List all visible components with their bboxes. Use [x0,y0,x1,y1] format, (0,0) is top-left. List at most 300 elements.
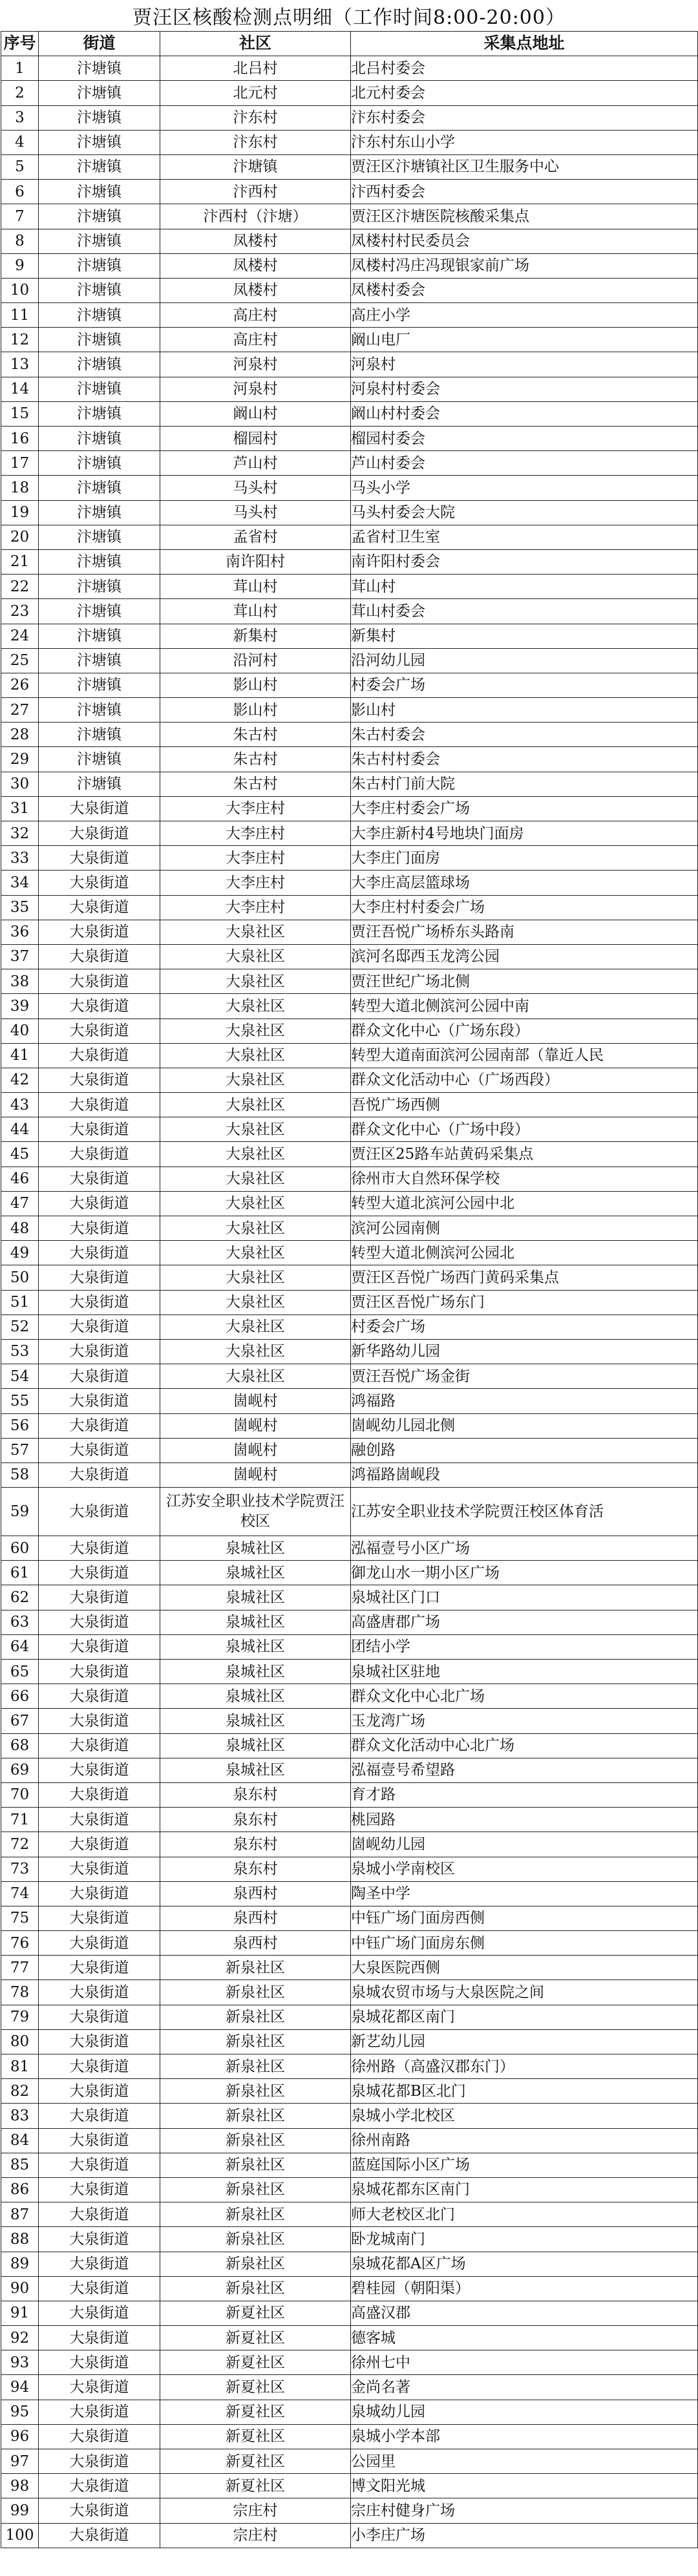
street-name: 大泉街道 [39,1364,160,1389]
table-row [1,2054,698,2079]
collection-address: 群众文化活动中心（广场西段） [351,1068,698,1092]
table-row [1,525,698,549]
table-row [1,1709,698,1733]
row-number: 12 [1,328,39,352]
collection-address: 泓福壹号希望路 [351,1758,698,1782]
table-row [1,1339,698,1364]
table-row [1,624,698,648]
street-name: 大泉街道 [39,1709,160,1733]
collection-address: 徐州七中 [351,2350,698,2375]
collection-address: 南许阳村委会 [351,549,698,574]
street-name: 大泉街道 [39,2474,160,2498]
row-number: 31 [1,796,39,821]
table-row [1,377,698,401]
street-name: 汴塘镇 [39,328,160,352]
row-number: 86 [1,2177,39,2202]
table-row [1,1881,698,1906]
table-row [1,1585,698,1610]
community-name: 泉东村 [160,1808,351,1832]
collection-address: 徐州市大自然环保学校 [351,1167,698,1191]
row-number: 50 [1,1265,39,1290]
row-number: 6 [1,180,39,204]
collection-address: 阚山电厂 [351,328,698,352]
community-name: 新夏社区 [160,2301,351,2325]
row-number: 47 [1,1191,39,1216]
table-row [1,846,698,871]
table-row [1,1068,698,1092]
street-name: 大泉街道 [39,2104,160,2128]
collection-address: 大李庄门面房 [351,846,698,871]
street-name: 汴塘镇 [39,154,160,179]
community-name: 新集村 [160,624,351,648]
row-number: 75 [1,1906,39,1930]
row-number: 13 [1,352,39,377]
community-name: 凤楼村 [160,253,351,278]
row-number: 64 [1,1634,39,1659]
row-number: 40 [1,1019,39,1043]
header-address: 采集点地址 [351,32,698,56]
row-number: 10 [1,278,39,302]
collection-address: 贾汪区汴塘医院核酸采集点 [351,204,698,229]
row-number: 44 [1,1117,39,1142]
collection-address: 吾悦广场西侧 [351,1093,698,1117]
collection-address: 滨河名邸西玉龙湾公园 [351,944,698,969]
table-row [1,352,698,377]
street-name: 大泉街道 [39,1314,160,1339]
community-name: 汴东村 [160,130,351,154]
row-number: 59 [1,1488,39,1536]
community-name: 大泉社区 [160,1241,351,1265]
community-name: 宗庄村 [160,2498,351,2523]
street-name: 大泉街道 [39,1733,160,1758]
collection-address: 转型大道北侧滨河公园北 [351,1241,698,1265]
community-name: 汴西村（汴塘） [160,204,351,229]
row-number: 71 [1,1808,39,1832]
community-name: 大泉社区 [160,920,351,944]
header-num: 序号 [1,32,39,56]
collection-address: 凤楼村冯庄冯现银家前广场 [351,253,698,278]
street-name: 汴塘镇 [39,401,160,426]
street-name: 大泉街道 [39,1832,160,1857]
collection-address: 村委会广场 [351,1314,698,1339]
community-name: 朱古村 [160,747,351,772]
table-row [1,2326,698,2350]
table-row [1,154,698,179]
collection-address: 滨河公园南侧 [351,1216,698,1241]
community-name: 泉东村 [160,1832,351,1857]
community-name: 孟省村 [160,525,351,549]
row-number: 87 [1,2202,39,2227]
table-row [1,1413,698,1438]
community-name: 泉城社区 [160,1610,351,1634]
street-name: 汴塘镇 [39,575,160,599]
community-name: 榴园村 [160,427,351,451]
row-number: 5 [1,154,39,179]
collection-address: 贾汪吾悦广场金街 [351,1364,698,1389]
community-name: 马头村 [160,500,351,525]
community-name: 泉东村 [160,1782,351,1807]
community-name: 大李庄村 [160,796,351,821]
collection-address: 河泉村村委会 [351,377,698,401]
row-number: 48 [1,1216,39,1241]
table-row [1,1536,698,1561]
street-name: 大泉街道 [39,2153,160,2177]
table-row [1,747,698,772]
collection-address: 马头小学 [351,476,698,500]
community-name: 茸山村 [160,599,351,624]
street-name: 大泉街道 [39,1462,160,1487]
table-row [1,2400,698,2424]
row-number: 39 [1,994,39,1019]
street-name: 大泉街道 [39,2054,160,2079]
table-row [1,1265,698,1290]
street-name: 大泉街道 [39,1019,160,1043]
row-number: 8 [1,229,39,253]
community-name: 大泉社区 [160,1043,351,1068]
street-name: 大泉街道 [39,796,160,821]
table-row [1,2005,698,2029]
street-name: 大泉街道 [39,1881,160,1906]
street-name: 大泉街道 [39,969,160,994]
row-number: 51 [1,1290,39,1314]
row-number: 14 [1,377,39,401]
street-name: 大泉街道 [39,1241,160,1265]
table-row [1,253,698,278]
table-row [1,2375,698,2400]
street-name: 大泉街道 [39,1216,160,1241]
collection-address: 群众文化活动中心北广场 [351,1733,698,1758]
row-number: 9 [1,253,39,278]
collection-address: 孟省村卫生室 [351,525,698,549]
row-number: 61 [1,1561,39,1585]
street-name: 汴塘镇 [39,204,160,229]
street-name: 汴塘镇 [39,278,160,302]
collection-address: 贾汪区25路车站黄码采集点 [351,1142,698,1167]
row-number: 4 [1,130,39,154]
collection-address: 宗庄村健身广场 [351,2498,698,2523]
street-name: 汴塘镇 [39,229,160,253]
table-row [1,1733,698,1758]
community-name: 新泉社区 [160,2029,351,2054]
community-name: 芦山村 [160,451,351,476]
table-row [1,2202,698,2227]
street-name: 大泉街道 [39,2128,160,2153]
table-row [1,994,698,1019]
table-row [1,1167,698,1191]
row-number: 97 [1,2449,39,2474]
street-name: 汴塘镇 [39,648,160,673]
street-name: 汴塘镇 [39,253,160,278]
street-name: 大泉街道 [39,1167,160,1191]
community-name: 大泉社区 [160,1167,351,1191]
row-number: 98 [1,2474,39,2498]
table-row [1,1290,698,1314]
row-number: 79 [1,2005,39,2029]
table-row [1,1019,698,1043]
community-name: 河泉村 [160,352,351,377]
street-name: 大泉街道 [39,944,160,969]
collection-address: 群众文化中心（广场东段） [351,1019,698,1043]
collection-address: 榴园村委会 [351,427,698,451]
street-name: 汴塘镇 [39,500,160,525]
table-row [1,1314,698,1339]
street-name: 大泉街道 [39,1191,160,1216]
collection-address: 北吕村委会 [351,56,698,81]
row-number: 83 [1,2104,39,2128]
collection-address: 团结小学 [351,1634,698,1659]
table-row [1,401,698,426]
street-name: 大泉街道 [39,1634,160,1659]
table-row [1,2498,698,2523]
street-name: 大泉街道 [39,994,160,1019]
community-name: 新泉社区 [160,2153,351,2177]
table-row [1,723,698,747]
community-name: 新夏社区 [160,2350,351,2375]
street-name: 大泉街道 [39,1536,160,1561]
table-row [1,278,698,302]
street-name: 大泉街道 [39,920,160,944]
community-name: 大泉社区 [160,1265,351,1290]
row-number: 18 [1,476,39,500]
community-name: 阚山村 [160,401,351,426]
row-number: 68 [1,1733,39,1758]
community-name: 河泉村 [160,377,351,401]
collection-address: 泉城花都东区南门 [351,2177,698,2202]
street-name: 汴塘镇 [39,723,160,747]
table-row [1,1117,698,1142]
community-name: 马头村 [160,476,351,500]
collection-address: 汴西村委会 [351,180,698,204]
street-name: 大泉街道 [39,1117,160,1142]
collection-address: 转型大道北侧滨河公园中南 [351,994,698,1019]
table-row [1,1931,698,1956]
street-name: 大泉街道 [39,846,160,871]
community-name: 崮岘村 [160,1438,351,1462]
collection-address: 鸿福路崮岘段 [351,1462,698,1487]
community-name: 泉城社区 [160,1709,351,1733]
table-row [1,2350,698,2375]
community-name: 大泉社区 [160,969,351,994]
page-title: 贾汪区核酸检测点明细（工作时间8:00-20:00） [132,6,566,29]
street-name: 大泉街道 [39,2424,160,2449]
collection-address: 新艺幼儿园 [351,2029,698,2054]
table-row [1,1758,698,1782]
collection-address: 泉城社区驻地 [351,1660,698,1684]
community-name: 江苏安全职业技术学院贾汪校区 [160,1488,351,1536]
community-name: 泉城社区 [160,1634,351,1659]
community-name: 北吕村 [160,56,351,81]
table-row [1,821,698,846]
row-number: 85 [1,2153,39,2177]
collection-address: 汴东村委会 [351,105,698,130]
collection-address: 泉城农贸市场与大泉医院之间 [351,1980,698,2005]
community-name: 新夏社区 [160,2375,351,2400]
street-name: 汴塘镇 [39,525,160,549]
row-number: 23 [1,599,39,624]
table-row [1,1857,698,1881]
row-number: 16 [1,427,39,451]
street-name: 大泉街道 [39,2326,160,2350]
row-number: 99 [1,2498,39,2523]
street-name: 大泉街道 [39,1585,160,1610]
street-name: 大泉街道 [39,2276,160,2301]
collection-address: 贾汪世纪广场北侧 [351,969,698,994]
community-name: 沿河村 [160,648,351,673]
row-number: 76 [1,1931,39,1956]
table-row [1,180,698,204]
collection-address: 凤楼村委会 [351,278,698,302]
collection-address: 新华路幼儿园 [351,1339,698,1364]
row-number: 19 [1,500,39,525]
collection-address: 泉城小学本部 [351,2424,698,2449]
community-name: 新泉社区 [160,2079,351,2104]
community-name: 宗庄村 [160,2523,351,2548]
collection-address: 徐州路（高盛汉郡东门） [351,2054,698,2079]
street-name: 大泉街道 [39,1610,160,1634]
row-number: 80 [1,2029,39,2054]
community-name: 新泉社区 [160,2252,351,2276]
row-number: 21 [1,549,39,574]
table-row [1,2424,698,2449]
header-community: 社区 [160,32,351,56]
collection-address: 公园里 [351,2449,698,2474]
row-number: 42 [1,1068,39,1092]
street-name: 大泉街道 [39,821,160,846]
street-name: 大泉街道 [39,1808,160,1832]
row-number: 53 [1,1339,39,1364]
street-name: 汴塘镇 [39,698,160,723]
street-name: 大泉街道 [39,1043,160,1068]
table-row [1,1956,698,1980]
table-header-row [1,32,698,56]
table-row [1,1191,698,1216]
row-number: 32 [1,821,39,846]
table-row [1,2449,698,2474]
collection-address: 高盛汉郡 [351,2301,698,2325]
street-name: 汴塘镇 [39,105,160,130]
community-name: 新泉社区 [160,2177,351,2202]
community-name: 新泉社区 [160,2054,351,2079]
table-row [1,871,698,895]
community-name: 大泉社区 [160,1216,351,1241]
collection-address: 桃园路 [351,1808,698,1832]
collection-address: 德客城 [351,2326,698,2350]
row-number: 38 [1,969,39,994]
table-row [1,1241,698,1265]
collection-address: 凤楼村村民委员会 [351,229,698,253]
community-name: 泉城社区 [160,1758,351,1782]
row-number: 84 [1,2128,39,2153]
table-row [1,2523,698,2548]
table-row [1,130,698,154]
collection-address: 中钰广场门面房东侧 [351,1931,698,1956]
community-name: 南许阳村 [160,549,351,574]
community-name: 大泉社区 [160,1364,351,1389]
collection-address: 碧桂园（朝阳渠） [351,2276,698,2301]
street-name: 汴塘镇 [39,303,160,328]
community-name: 新泉社区 [160,2128,351,2153]
collection-address: 融创路 [351,1438,698,1462]
table-row [1,2474,698,2498]
community-name: 影山村 [160,673,351,697]
street-name: 汴塘镇 [39,180,160,204]
table-row [1,969,698,994]
street-name: 大泉街道 [39,1093,160,1117]
table-row [1,1364,698,1389]
table-row [1,920,698,944]
table-row [1,648,698,673]
collection-address: 江苏安全职业技术学院贾汪校区体育活 [351,1488,698,1536]
collection-address: 茸山村委会 [351,599,698,624]
row-number: 93 [1,2350,39,2375]
collection-address: 徐州南路 [351,2128,698,2153]
community-name: 茸山村 [160,575,351,599]
row-number: 57 [1,1438,39,1462]
community-name: 泉西村 [160,1881,351,1906]
street-name: 大泉街道 [39,2400,160,2424]
community-name: 高庄村 [160,303,351,328]
community-name: 大泉社区 [160,1339,351,1364]
collection-address: 蓝庭国际小区广场 [351,2153,698,2177]
community-name: 新夏社区 [160,2474,351,2498]
street-name: 汴塘镇 [39,81,160,105]
row-number: 70 [1,1782,39,1807]
testing-sites-table [1,31,698,2548]
collection-address: 沿河幼儿园 [351,648,698,673]
table-row [1,1610,698,1634]
collection-address: 北元村委会 [351,81,698,105]
community-name: 朱古村 [160,772,351,796]
row-number: 88 [1,2227,39,2252]
community-name: 大泉社区 [160,944,351,969]
collection-address: 卧龙城南门 [351,2227,698,2252]
community-name: 汴塘镇 [160,154,351,179]
row-number: 95 [1,2400,39,2424]
community-name: 影山村 [160,698,351,723]
street-name: 大泉街道 [39,2498,160,2523]
street-name: 大泉街道 [39,1142,160,1167]
community-name: 大泉社区 [160,1314,351,1339]
community-name: 崮岘村 [160,1413,351,1438]
community-name: 泉城社区 [160,1684,351,1709]
table-row [1,2227,698,2252]
row-number: 67 [1,1709,39,1733]
row-number: 24 [1,624,39,648]
community-name: 凤楼村 [160,278,351,302]
community-name: 大李庄村 [160,821,351,846]
collection-address: 泉城小学北校区 [351,2104,698,2128]
row-number: 15 [1,401,39,426]
street-name: 大泉街道 [39,1438,160,1462]
table-row [1,698,698,723]
collection-address: 泓福壹号小区广场 [351,1536,698,1561]
table-body [1,56,698,2548]
table-row [1,2104,698,2128]
row-number: 77 [1,1956,39,1980]
collection-address: 村委会广场 [351,673,698,697]
collection-address: 马头村委会大院 [351,500,698,525]
row-number: 37 [1,944,39,969]
community-name: 大泉社区 [160,1290,351,1314]
row-number: 26 [1,673,39,697]
table-row [1,1462,698,1487]
table-row [1,1980,698,2005]
table-row [1,895,698,920]
table-row [1,1561,698,1585]
collection-address: 泉城小学南校区 [351,1857,698,1881]
table-row [1,1093,698,1117]
collection-address: 群众文化中心（广场中段） [351,1117,698,1142]
